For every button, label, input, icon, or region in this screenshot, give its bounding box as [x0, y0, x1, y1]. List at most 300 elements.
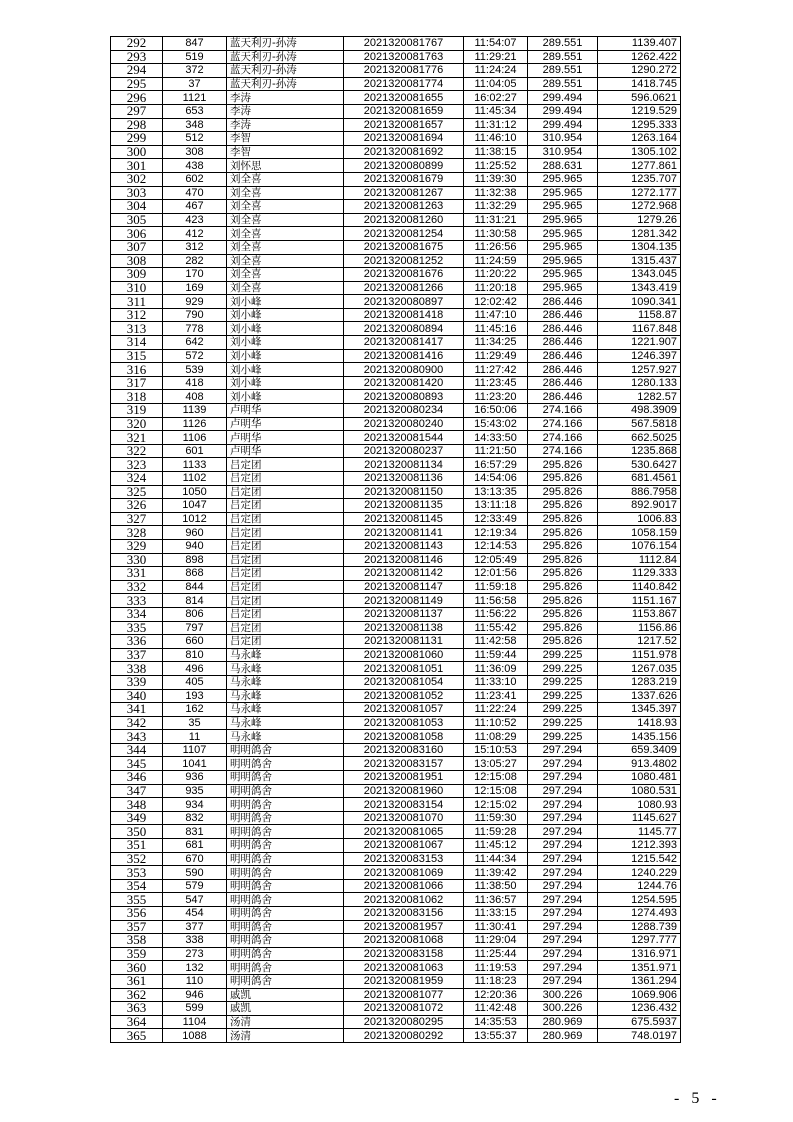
arrival-time-cell: 13:11:18: [464, 499, 528, 513]
ring-number-cell: 2021320081057: [344, 703, 464, 717]
arrival-time-cell: 11:32:29: [464, 200, 528, 214]
distance-cell: 295.965: [528, 268, 598, 282]
owner-name-cell: 明明鸽舍: [227, 825, 344, 839]
owner-name-cell: 吕定团: [227, 458, 344, 472]
arrival-time-cell: 11:54:07: [464, 37, 528, 51]
table-row: [111, 172, 681, 186]
owner-name-cell: 马永峰: [227, 716, 344, 730]
distance-cell: 274.166: [528, 431, 598, 445]
loft-rank-cell: 519: [163, 50, 227, 64]
speed-cell: 1153.867: [598, 607, 681, 621]
rank-cell: 361: [111, 974, 163, 988]
rank-cell: 345: [111, 757, 163, 771]
ring-number-cell: 2021320081149: [344, 594, 464, 608]
results-table-body: [111, 37, 681, 1043]
distance-cell: 299.494: [528, 91, 598, 105]
speed-cell: 913.4802: [598, 757, 681, 771]
loft-rank-cell: 1126: [163, 417, 227, 431]
ring-number-cell: 2021320081065: [344, 825, 464, 839]
arrival-time-cell: 12:20:36: [464, 988, 528, 1002]
table-row: [111, 947, 681, 961]
speed-cell: 662.5025: [598, 431, 681, 445]
distance-cell: 286.446: [528, 336, 598, 350]
distance-cell: 295.826: [528, 539, 598, 553]
rank-cell: 294: [111, 64, 163, 78]
distance-cell: 286.446: [528, 308, 598, 322]
arrival-time-cell: 15:43:02: [464, 417, 528, 431]
rank-cell: 357: [111, 920, 163, 934]
ring-number-cell: 2021320080292: [344, 1029, 464, 1043]
ring-number-cell: 2021320081069: [344, 866, 464, 880]
arrival-time-cell: 11:34:25: [464, 336, 528, 350]
rank-cell: 303: [111, 186, 163, 200]
owner-name-cell: 吕定团: [227, 485, 344, 499]
loft-rank-cell: 162: [163, 703, 227, 717]
table-row: [111, 675, 681, 689]
arrival-time-cell: 11:29:21: [464, 50, 528, 64]
arrival-time-cell: 11:29:49: [464, 349, 528, 363]
distance-cell: 295.965: [528, 227, 598, 241]
ring-number-cell: 2021320081062: [344, 893, 464, 907]
owner-name-cell: 吕定团: [227, 539, 344, 553]
ring-number-cell: 2021320081957: [344, 920, 464, 934]
arrival-time-cell: 11:23:45: [464, 376, 528, 390]
arrival-time-cell: 12:01:56: [464, 567, 528, 581]
loft-rank-cell: 11: [163, 730, 227, 744]
loft-rank-cell: 929: [163, 295, 227, 309]
loft-rank-cell: 946: [163, 988, 227, 1002]
table-row: [111, 594, 681, 608]
rank-cell: 330: [111, 553, 163, 567]
distance-cell: 297.294: [528, 757, 598, 771]
speed-cell: 1295.333: [598, 118, 681, 132]
arrival-time-cell: 11:45:12: [464, 839, 528, 853]
ring-number-cell: 2021320081072: [344, 1002, 464, 1016]
distance-cell: 310.954: [528, 145, 598, 159]
distance-cell: 297.294: [528, 798, 598, 812]
ring-number-cell: 2021320081959: [344, 974, 464, 988]
distance-cell: 299.225: [528, 703, 598, 717]
speed-cell: 1215.542: [598, 852, 681, 866]
ring-number-cell: 2021320081066: [344, 879, 464, 893]
loft-rank-cell: 547: [163, 893, 227, 907]
rank-cell: 350: [111, 825, 163, 839]
arrival-time-cell: 11:47:10: [464, 308, 528, 322]
table-row: [111, 662, 681, 676]
owner-name-cell: 明明鸽舍: [227, 934, 344, 948]
distance-cell: 297.294: [528, 893, 598, 907]
arrival-time-cell: 12:15:02: [464, 798, 528, 812]
table-row: [111, 322, 681, 336]
rank-cell: 297: [111, 104, 163, 118]
distance-cell: 297.294: [528, 866, 598, 880]
arrival-time-cell: 11:30:58: [464, 227, 528, 241]
loft-rank-cell: 512: [163, 132, 227, 146]
owner-name-cell: 吕定团: [227, 594, 344, 608]
ring-number-cell: 2021320081776: [344, 64, 464, 78]
arrival-time-cell: 11:25:44: [464, 947, 528, 961]
arrival-time-cell: 11:59:18: [464, 580, 528, 594]
distance-cell: 286.446: [528, 390, 598, 404]
speed-cell: 1069.906: [598, 988, 681, 1002]
ring-number-cell: 2021320081150: [344, 485, 464, 499]
speed-cell: 1267.035: [598, 662, 681, 676]
rank-cell: 358: [111, 934, 163, 948]
rank-cell: 338: [111, 662, 163, 676]
distance-cell: 295.965: [528, 172, 598, 186]
distance-cell: 297.294: [528, 879, 598, 893]
ring-number-cell: 2021320081054: [344, 675, 464, 689]
owner-name-cell: 刘全喜: [227, 200, 344, 214]
rank-cell: 333: [111, 594, 163, 608]
rank-cell: 328: [111, 526, 163, 540]
ring-number-cell: 2021320081053: [344, 716, 464, 730]
rank-cell: 336: [111, 635, 163, 649]
distance-cell: 295.826: [528, 499, 598, 513]
loft-rank-cell: 338: [163, 934, 227, 948]
table-row: [111, 295, 681, 309]
table-row: [111, 268, 681, 282]
loft-rank-cell: 273: [163, 947, 227, 961]
rank-cell: 300: [111, 145, 163, 159]
distance-cell: 286.446: [528, 295, 598, 309]
owner-name-cell: 马永峰: [227, 662, 344, 676]
loft-rank-cell: 868: [163, 567, 227, 581]
owner-name-cell: 吕定团: [227, 553, 344, 567]
rank-cell: 309: [111, 268, 163, 282]
distance-cell: 299.225: [528, 648, 598, 662]
owner-name-cell: 明明鸽舍: [227, 920, 344, 934]
owner-name-cell: 明明鸽舍: [227, 757, 344, 771]
distance-cell: 297.294: [528, 934, 598, 948]
ring-number-cell: 2021320081418: [344, 308, 464, 322]
loft-rank-cell: 579: [163, 879, 227, 893]
arrival-time-cell: 11:23:41: [464, 689, 528, 703]
table-row: [111, 553, 681, 567]
owner-name-cell: 吕定团: [227, 526, 344, 540]
table-row: [111, 499, 681, 513]
speed-cell: 1361.294: [598, 974, 681, 988]
arrival-time-cell: 11:39:42: [464, 866, 528, 880]
loft-rank-cell: 660: [163, 635, 227, 649]
owner-name-cell: 马永峰: [227, 675, 344, 689]
speed-cell: 1217.52: [598, 635, 681, 649]
rank-cell: 335: [111, 621, 163, 635]
table-row: [111, 132, 681, 146]
table-row: [111, 404, 681, 418]
distance-cell: 295.826: [528, 607, 598, 621]
table-row: [111, 798, 681, 812]
owner-name-cell: 明明鸽舍: [227, 974, 344, 988]
owner-name-cell: 卢明华: [227, 444, 344, 458]
loft-rank-cell: 1133: [163, 458, 227, 472]
rank-cell: 317: [111, 376, 163, 390]
table-row: [111, 213, 681, 227]
speed-cell: 1272.968: [598, 200, 681, 214]
loft-rank-cell: 599: [163, 1002, 227, 1016]
loft-rank-cell: 282: [163, 254, 227, 268]
table-row: [111, 607, 681, 621]
speed-cell: 1090.341: [598, 295, 681, 309]
ring-number-cell: 2021320080240: [344, 417, 464, 431]
loft-rank-cell: 1050: [163, 485, 227, 499]
rank-cell: 352: [111, 852, 163, 866]
speed-cell: 1167.848: [598, 322, 681, 336]
arrival-time-cell: 11:59:30: [464, 811, 528, 825]
speed-cell: 1156.86: [598, 621, 681, 635]
arrival-time-cell: 11:08:29: [464, 730, 528, 744]
speed-cell: 1343.419: [598, 281, 681, 295]
arrival-time-cell: 11:59:44: [464, 648, 528, 662]
speed-cell: 1145.627: [598, 811, 681, 825]
rank-cell: 326: [111, 499, 163, 513]
arrival-time-cell: 12:05:49: [464, 553, 528, 567]
distance-cell: 295.826: [528, 526, 598, 540]
table-row: [111, 77, 681, 91]
loft-rank-cell: 1104: [163, 1015, 227, 1029]
ring-number-cell: 2021320081951: [344, 771, 464, 785]
speed-cell: 1240.229: [598, 866, 681, 880]
arrival-time-cell: 13:55:37: [464, 1029, 528, 1043]
rank-cell: 306: [111, 227, 163, 241]
speed-cell: 1277.861: [598, 159, 681, 173]
rank-cell: 319: [111, 404, 163, 418]
table-row: [111, 485, 681, 499]
loft-rank-cell: 467: [163, 200, 227, 214]
table-row: [111, 825, 681, 839]
arrival-time-cell: 14:35:53: [464, 1015, 528, 1029]
ring-number-cell: 2021320081077: [344, 988, 464, 1002]
rank-cell: 301: [111, 159, 163, 173]
ring-number-cell: 2021320081417: [344, 336, 464, 350]
owner-name-cell: 吕定团: [227, 607, 344, 621]
owner-name-cell: 明明鸽舍: [227, 811, 344, 825]
loft-rank-cell: 438: [163, 159, 227, 173]
table-row: [111, 716, 681, 730]
table-row: [111, 159, 681, 173]
speed-cell: 1274.493: [598, 907, 681, 921]
owner-name-cell: 明明鸽舍: [227, 947, 344, 961]
rank-cell: 353: [111, 866, 163, 880]
distance-cell: 299.225: [528, 675, 598, 689]
ring-number-cell: 2021320081070: [344, 811, 464, 825]
loft-rank-cell: 539: [163, 363, 227, 377]
owner-name-cell: 吕定团: [227, 580, 344, 594]
ring-number-cell: 2021320081067: [344, 839, 464, 853]
speed-cell: 1235.868: [598, 444, 681, 458]
loft-rank-cell: 170: [163, 268, 227, 282]
table-row: [111, 390, 681, 404]
speed-cell: 1279.26: [598, 213, 681, 227]
arrival-time-cell: 11:42:58: [464, 635, 528, 649]
distance-cell: 295.826: [528, 458, 598, 472]
speed-cell: 1129.333: [598, 567, 681, 581]
arrival-time-cell: 15:10:53: [464, 743, 528, 757]
distance-cell: 274.166: [528, 417, 598, 431]
arrival-time-cell: 16:50:06: [464, 404, 528, 418]
distance-cell: 297.294: [528, 811, 598, 825]
arrival-time-cell: 11:56:22: [464, 607, 528, 621]
owner-name-cell: 吕定团: [227, 567, 344, 581]
speed-cell: 1343.045: [598, 268, 681, 282]
arrival-time-cell: 11:23:20: [464, 390, 528, 404]
owner-name-cell: 刘小峰: [227, 322, 344, 336]
ring-number-cell: 2021320081134: [344, 458, 464, 472]
rank-cell: 304: [111, 200, 163, 214]
arrival-time-cell: 11:33:10: [464, 675, 528, 689]
loft-rank-cell: 1088: [163, 1029, 227, 1043]
distance-cell: 280.969: [528, 1029, 598, 1043]
ring-number-cell: 2021320080295: [344, 1015, 464, 1029]
ring-number-cell: 2021320081135: [344, 499, 464, 513]
rank-cell: 311: [111, 295, 163, 309]
rank-cell: 354: [111, 879, 163, 893]
table-row: [111, 771, 681, 785]
table-row: [111, 689, 681, 703]
loft-rank-cell: 642: [163, 336, 227, 350]
speed-cell: 1112.84: [598, 553, 681, 567]
owner-name-cell: 李智: [227, 132, 344, 146]
owner-name-cell: 马永峰: [227, 648, 344, 662]
speed-cell: 659.3409: [598, 743, 681, 757]
arrival-time-cell: 12:33:49: [464, 512, 528, 526]
table-row: [111, 757, 681, 771]
arrival-time-cell: 11:44:34: [464, 852, 528, 866]
speed-cell: 1254.595: [598, 893, 681, 907]
speed-cell: 1297.777: [598, 934, 681, 948]
distance-cell: 295.826: [528, 580, 598, 594]
table-row: [111, 145, 681, 159]
distance-cell: 297.294: [528, 947, 598, 961]
arrival-time-cell: 11:46:10: [464, 132, 528, 146]
speed-cell: 1058.159: [598, 526, 681, 540]
table-row: [111, 730, 681, 744]
owner-name-cell: 吕定团: [227, 499, 344, 513]
arrival-time-cell: 11:10:52: [464, 716, 528, 730]
distance-cell: 297.294: [528, 907, 598, 921]
speed-cell: 1280.133: [598, 376, 681, 390]
speed-cell: 567.5818: [598, 417, 681, 431]
table-row: [111, 893, 681, 907]
speed-cell: 1288.739: [598, 920, 681, 934]
loft-rank-cell: 814: [163, 594, 227, 608]
rank-cell: 292: [111, 37, 163, 51]
table-row: [111, 64, 681, 78]
owner-name-cell: 刘全喜: [227, 268, 344, 282]
distance-cell: 299.225: [528, 689, 598, 703]
loft-rank-cell: 405: [163, 675, 227, 689]
ring-number-cell: 2021320081068: [344, 934, 464, 948]
table-row: [111, 37, 681, 51]
rank-cell: 312: [111, 308, 163, 322]
speed-cell: 1418.93: [598, 716, 681, 730]
rank-cell: 355: [111, 893, 163, 907]
ring-number-cell: 2021320081058: [344, 730, 464, 744]
owner-name-cell: 明明鸽舍: [227, 798, 344, 812]
owner-name-cell: 吕定团: [227, 512, 344, 526]
loft-rank-cell: 847: [163, 37, 227, 51]
speed-cell: 1337.626: [598, 689, 681, 703]
loft-rank-cell: 372: [163, 64, 227, 78]
loft-rank-cell: 418: [163, 376, 227, 390]
distance-cell: 274.166: [528, 404, 598, 418]
distance-cell: 286.446: [528, 376, 598, 390]
owner-name-cell: 刘全喜: [227, 172, 344, 186]
arrival-time-cell: 12:15:08: [464, 771, 528, 785]
arrival-time-cell: 16:02:27: [464, 91, 528, 105]
table-row: [111, 920, 681, 934]
owner-name-cell: 刘全喜: [227, 281, 344, 295]
arrival-time-cell: 11:36:09: [464, 662, 528, 676]
arrival-time-cell: 11:20:18: [464, 281, 528, 295]
speed-cell: 1139.407: [598, 37, 681, 51]
loft-rank-cell: 670: [163, 852, 227, 866]
ring-number-cell: 2021320081252: [344, 254, 464, 268]
owner-name-cell: 刘全喜: [227, 213, 344, 227]
speed-cell: 1283.219: [598, 675, 681, 689]
loft-rank-cell: 898: [163, 553, 227, 567]
rank-cell: 293: [111, 50, 163, 64]
arrival-time-cell: 11:55:42: [464, 621, 528, 635]
ring-number-cell: 2021320081145: [344, 512, 464, 526]
rank-cell: 315: [111, 349, 163, 363]
distance-cell: 289.551: [528, 77, 598, 91]
loft-rank-cell: 408: [163, 390, 227, 404]
owner-name-cell: 李涛: [227, 118, 344, 132]
arrival-time-cell: 11:29:04: [464, 934, 528, 948]
rank-cell: 334: [111, 607, 163, 621]
speed-cell: 1219.529: [598, 104, 681, 118]
owner-name-cell: 刘小峰: [227, 363, 344, 377]
owner-name-cell: 刘小峰: [227, 390, 344, 404]
owner-name-cell: 马永峰: [227, 689, 344, 703]
rank-cell: 307: [111, 240, 163, 254]
rank-cell: 295: [111, 77, 163, 91]
speed-cell: 1221.907: [598, 336, 681, 350]
ring-number-cell: 2021320081774: [344, 77, 464, 91]
arrival-time-cell: 14:33:50: [464, 431, 528, 445]
loft-rank-cell: 810: [163, 648, 227, 662]
owner-name-cell: 刘怀思: [227, 159, 344, 173]
table-row: [111, 1002, 681, 1016]
ring-number-cell: 2021320081544: [344, 431, 464, 445]
distance-cell: 295.826: [528, 635, 598, 649]
ring-number-cell: 2021320081260: [344, 213, 464, 227]
distance-cell: 299.225: [528, 662, 598, 676]
table-row: [111, 281, 681, 295]
arrival-time-cell: 11:21:50: [464, 444, 528, 458]
distance-cell: 274.166: [528, 444, 598, 458]
ring-number-cell: 2021320080900: [344, 363, 464, 377]
arrival-time-cell: 13:13:35: [464, 485, 528, 499]
owner-name-cell: 戚凯: [227, 1002, 344, 1016]
distance-cell: 295.826: [528, 594, 598, 608]
table-row: [111, 879, 681, 893]
ring-number-cell: 2021320081420: [344, 376, 464, 390]
rank-cell: 365: [111, 1029, 163, 1043]
speed-cell: 1140.842: [598, 580, 681, 594]
arrival-time-cell: 11:22:24: [464, 703, 528, 717]
owner-name-cell: 刘小峰: [227, 336, 344, 350]
rank-cell: 305: [111, 213, 163, 227]
speed-cell: 1080.93: [598, 798, 681, 812]
table-row: [111, 91, 681, 105]
ring-number-cell: 2021320081060: [344, 648, 464, 662]
ring-number-cell: 2021320081659: [344, 104, 464, 118]
speed-cell: 1435.156: [598, 730, 681, 744]
loft-rank-cell: 844: [163, 580, 227, 594]
loft-rank-cell: 602: [163, 172, 227, 186]
